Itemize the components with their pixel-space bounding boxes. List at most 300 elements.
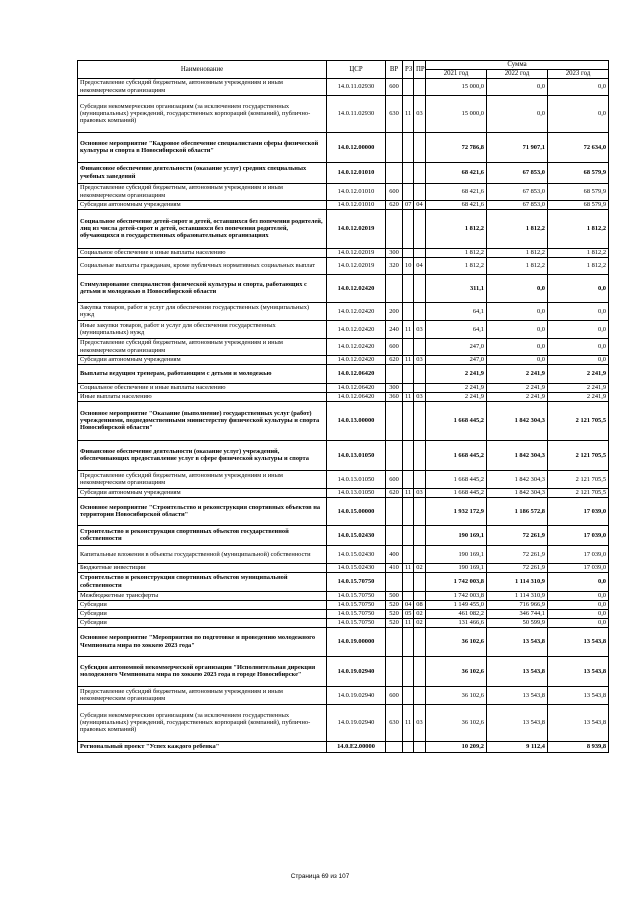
cell-2022: 346 744,1: [487, 609, 548, 618]
table-row: [78, 600, 609, 609]
cell-2022: 0,0: [487, 95, 548, 132]
cell-vr: 630: [386, 95, 403, 132]
cell-pr: [414, 78, 426, 95]
cell-2021: 64,1: [426, 320, 487, 338]
cell-csr: 14.0.12.00000: [327, 132, 386, 162]
cell-name: Выплаты ведущим тренерам, работающим с детьми и молодежью: [78, 364, 327, 383]
table-row: [78, 656, 609, 686]
cell-2023: 17 039,0: [548, 545, 609, 563]
col-header-year-2023: 2023 год: [548, 69, 609, 78]
cell-2021: 1 812,2: [426, 209, 487, 248]
cell-csr: 14.0.15.70750: [327, 609, 386, 618]
table-row: [78, 591, 609, 600]
cell-2021: 1 668 445,2: [426, 440, 487, 470]
cell-2021: 10 209,2: [426, 741, 487, 752]
cell-name: Предоставление субсидий бюджетным, автономным учреждениям и иным некоммерческим организациям: [78, 338, 327, 355]
cell-2022: 2 241,9: [487, 364, 548, 383]
cell-csr: 14.0.11.02930: [327, 95, 386, 132]
cell-2022: 1 812,2: [487, 209, 548, 248]
cell-2021: 190 169,1: [426, 545, 487, 563]
cell-name: Стимулирование специалистов физической культуры и спорта, работающих с детьми и молодежью в Новосибирской области: [78, 274, 327, 302]
cell-name: Предоставление субсидий бюджетным, автономным учреждениям и иным некоммерческим организациям: [78, 686, 327, 704]
cell-2022: 0,0: [487, 320, 548, 338]
cell-vr: 630: [386, 704, 403, 741]
cell-name: Субсидии автономным учреждениям: [78, 488, 327, 497]
cell-2021: 1 742 003,8: [426, 572, 487, 591]
table-row: [78, 200, 609, 209]
cell-2022: 1 186 572,8: [487, 497, 548, 525]
cell-name: Предоставление субсидий бюджетным, автономным учреждениям и иным некоммерческим организациям: [78, 183, 327, 200]
cell-csr: 14.0.12.01010: [327, 200, 386, 209]
cell-vr: [386, 274, 403, 302]
cell-vr: 600: [386, 686, 403, 704]
cell-2022: 1 842 304,3: [487, 440, 548, 470]
cell-csr: 14.0.13.00000: [327, 401, 386, 440]
cell-vr: 240: [386, 320, 403, 338]
cell-pr: [414, 338, 426, 355]
cell-csr: 14.0.13.01050: [327, 440, 386, 470]
cell-csr: 14.0.15.02430: [327, 525, 386, 545]
table-row: [78, 618, 609, 627]
cell-vr: [386, 741, 403, 752]
cell-2022: 72 261,9: [487, 545, 548, 563]
cell-rz: [403, 401, 414, 440]
cell-rz: [403, 78, 414, 95]
cell-2022: 0,0: [487, 274, 548, 302]
cell-vr: [386, 162, 403, 183]
table-body: [78, 78, 609, 752]
cell-csr: 14.0.15.70750: [327, 600, 386, 609]
cell-vr: 400: [386, 545, 403, 563]
cell-name: Социальное обеспечение и иные выплаты населению: [78, 248, 327, 257]
cell-csr: 14.0.12.06420: [327, 392, 386, 401]
cell-2022: 9 112,4: [487, 741, 548, 752]
cell-csr: 14.0.19.02940: [327, 656, 386, 686]
cell-csr: 14.0.13.01050: [327, 488, 386, 497]
table-row: [78, 248, 609, 257]
cell-csr: 14.0.12.06420: [327, 364, 386, 383]
cell-pr: [414, 525, 426, 545]
cell-2023: 2 121 705,5: [548, 488, 609, 497]
cell-2022: 2 241,9: [487, 383, 548, 392]
cell-pr: [414, 686, 426, 704]
cell-rz: [403, 497, 414, 525]
cell-2023: 17 039,0: [548, 563, 609, 572]
cell-2022: 67 853,0: [487, 162, 548, 183]
cell-rz: [403, 132, 414, 162]
cell-name: Предоставление субсидий бюджетным, автономным учреждениям и иным некоммерческим организациям: [78, 78, 327, 95]
cell-rz: [403, 686, 414, 704]
table-row: [78, 497, 609, 525]
cell-2022: 1 812,2: [487, 257, 548, 274]
cell-2021: 1 149 455,0: [426, 600, 487, 609]
cell-name: Иные выплаты населению: [78, 392, 327, 401]
cell-2023: 0,0: [548, 78, 609, 95]
cell-2022: 0,0: [487, 302, 548, 320]
cell-csr: 14.0.12.06420: [327, 383, 386, 392]
cell-name: Финансовое обеспечение деятельности (оказание услуг) средних специальных учебных заведений: [78, 162, 327, 183]
cell-pr: [414, 183, 426, 200]
table-row: [78, 355, 609, 364]
table-row: [78, 440, 609, 470]
cell-2022: 50 599,9: [487, 618, 548, 627]
budget-table-sheet: [77, 60, 608, 753]
col-header-vr: ВР: [386, 61, 403, 79]
cell-name: Субсидии: [78, 600, 327, 609]
cell-2021: 190 169,1: [426, 525, 487, 545]
cell-2021: 2 241,9: [426, 383, 487, 392]
cell-rz: [403, 162, 414, 183]
cell-pr: [414, 440, 426, 470]
cell-pr: 02: [414, 609, 426, 618]
table-row: [78, 274, 609, 302]
table-row: [78, 162, 609, 183]
cell-vr: 520: [386, 609, 403, 618]
col-header-year-2022: 2022 год: [487, 69, 548, 78]
cell-rz: 11: [403, 488, 414, 497]
cell-name: Субсидии: [78, 609, 327, 618]
cell-vr: 600: [386, 338, 403, 355]
cell-vr: [386, 209, 403, 248]
cell-2023: 13 543,8: [548, 704, 609, 741]
cell-name: Строительство и реконструкция спортивных объектов государственной собственности: [78, 525, 327, 545]
table-row: [78, 302, 609, 320]
cell-2023: 0,0: [548, 320, 609, 338]
cell-2023: 17 039,0: [548, 525, 609, 545]
cell-name: Межбюджетные трансферты: [78, 591, 327, 600]
cell-2023: 0,0: [548, 355, 609, 364]
cell-name: Закупка товаров, работ и услуг для обеспечения государственных (муниципальных) нужд: [78, 302, 327, 320]
cell-2021: 247,0: [426, 355, 487, 364]
cell-rz: 11: [403, 618, 414, 627]
cell-2023: 1 812,2: [548, 248, 609, 257]
cell-2023: 13 543,8: [548, 686, 609, 704]
cell-vr: 620: [386, 488, 403, 497]
cell-name: Региональный проект "Успех каждого ребенка": [78, 741, 327, 752]
cell-name: Основное мероприятие "Оказание (выполнение) государственных услуг (работ) учреждениями, подведомственными министерству физической культуры и спорта Новосибирской области": [78, 401, 327, 440]
table-row: [78, 525, 609, 545]
cell-pr: [414, 656, 426, 686]
cell-csr: 14.0.12.02420: [327, 302, 386, 320]
cell-rz: 11: [403, 563, 414, 572]
cell-pr: [414, 302, 426, 320]
cell-2021: 1 742 003,8: [426, 591, 487, 600]
cell-2022: 1 114 310,9: [487, 572, 548, 591]
cell-name: Основное мероприятие "Строительство и реконструкция спортивных объектов на территории Новосибирской области": [78, 497, 327, 525]
cell-2021: 36 102,6: [426, 627, 487, 656]
cell-pr: 04: [414, 257, 426, 274]
cell-2023: 0,0: [548, 591, 609, 600]
cell-2021: 190 169,1: [426, 563, 487, 572]
cell-2022: 0,0: [487, 338, 548, 355]
cell-2023: 0,0: [548, 302, 609, 320]
cell-2021: 311,1: [426, 274, 487, 302]
cell-pr: [414, 132, 426, 162]
cell-pr: [414, 274, 426, 302]
cell-vr: 300: [386, 383, 403, 392]
cell-2022: 13 543,8: [487, 686, 548, 704]
col-header-rz: РЗ: [403, 61, 414, 79]
cell-rz: [403, 545, 414, 563]
table-row: [78, 383, 609, 392]
cell-name: Субсидии некоммерческим организациям (за исключением государственных (муниципальных) учреждений, государственных корпораций (компаний), публично-правовых компаний): [78, 95, 327, 132]
cell-rz: [403, 591, 414, 600]
table-row: [78, 338, 609, 355]
cell-rz: [403, 627, 414, 656]
cell-name: Предоставление субсидий бюджетным, автономным учреждениям и иным некоммерческим организациям: [78, 470, 327, 488]
table-row: [78, 704, 609, 741]
cell-pr: 03: [414, 95, 426, 132]
cell-2021: 2 241,9: [426, 392, 487, 401]
cell-2021: 461 082,2: [426, 609, 487, 618]
cell-pr: 03: [414, 392, 426, 401]
cell-2021: 36 102,6: [426, 656, 487, 686]
cell-csr: 14.0.12.01010: [327, 162, 386, 183]
cell-vr: [386, 132, 403, 162]
cell-csr: 14.0.12.02019: [327, 248, 386, 257]
cell-pr: 03: [414, 355, 426, 364]
cell-name: Капитальные вложения в объекты государственной (муниципальной) собственности: [78, 545, 327, 563]
cell-pr: [414, 591, 426, 600]
col-header-year-2021: 2021 год: [426, 69, 487, 78]
cell-pr: [414, 470, 426, 488]
cell-name: Социальное обеспечение и иные выплаты населению: [78, 383, 327, 392]
cell-rz: [403, 338, 414, 355]
cell-rz: [403, 470, 414, 488]
cell-vr: 620: [386, 355, 403, 364]
col-header-sum: Сумма: [426, 61, 609, 70]
cell-name: Субсидия автономной некоммерческой организации "Исполнительная дирекция молодежного Чемпионата мира по хоккею 2023 года в городе Новосибирске": [78, 656, 327, 686]
cell-csr: 14.0.12.01010: [327, 183, 386, 200]
cell-pr: 03: [414, 488, 426, 497]
cell-vr: 620: [386, 200, 403, 209]
cell-2023: 0,0: [548, 338, 609, 355]
cell-pr: 04: [414, 200, 426, 209]
cell-2023: 0,0: [548, 618, 609, 627]
cell-2021: 64,1: [426, 302, 487, 320]
cell-csr: 14.0.11.02930: [327, 78, 386, 95]
cell-vr: [386, 497, 403, 525]
cell-2022: 2 241,9: [487, 392, 548, 401]
cell-2023: 68 579,9: [548, 200, 609, 209]
cell-name: Социальное обеспечение детей-сирот и детей, оставшихся без попечения родителей, лиц из числа детей-сирот и детей, оставшихся без попечения родителей, обучающихся в государственных образовательных организациях: [78, 209, 327, 248]
cell-csr: 14.0.19.00000: [327, 627, 386, 656]
cell-2022: 72 261,9: [487, 563, 548, 572]
cell-rz: [403, 572, 414, 591]
cell-csr: 14.0.12.02019: [327, 257, 386, 274]
cell-2023: 0,0: [548, 274, 609, 302]
table-row: [78, 627, 609, 656]
cell-vr: [386, 656, 403, 686]
table-row: [78, 563, 609, 572]
cell-2023: 68 579,9: [548, 183, 609, 200]
col-header-name: Наименование: [78, 61, 327, 79]
cell-2023: 17 039,0: [548, 497, 609, 525]
cell-vr: [386, 627, 403, 656]
cell-2021: 131 466,6: [426, 618, 487, 627]
cell-rz: [403, 364, 414, 383]
cell-name: Строительство и реконструкция спортивных объектов муниципальной собственности: [78, 572, 327, 591]
cell-name: Социальные выплаты гражданам, кроме публичных нормативных социальных выплат: [78, 257, 327, 274]
cell-rz: 10: [403, 257, 414, 274]
cell-2023: 0,0: [548, 600, 609, 609]
cell-rz: 07: [403, 200, 414, 209]
cell-csr: 14.0.12.02420: [327, 320, 386, 338]
cell-pr: [414, 545, 426, 563]
cell-rz: [403, 656, 414, 686]
cell-pr: [414, 741, 426, 752]
page-number: Страница 69 из 107: [290, 873, 350, 880]
cell-rz: 05: [403, 609, 414, 618]
table-row: [78, 183, 609, 200]
cell-csr: 14.0.15.00000: [327, 497, 386, 525]
cell-2021: 36 102,6: [426, 686, 487, 704]
cell-vr: 600: [386, 183, 403, 200]
cell-rz: [403, 741, 414, 752]
table-row: [78, 392, 609, 401]
cell-vr: 520: [386, 618, 403, 627]
cell-vr: 520: [386, 600, 403, 609]
cell-csr: 14.0.15.70750: [327, 618, 386, 627]
cell-name: Субсидии автономным учреждениям: [78, 200, 327, 209]
table-row: [78, 78, 609, 95]
cell-pr: [414, 162, 426, 183]
cell-vr: 320: [386, 257, 403, 274]
table-row: [78, 401, 609, 440]
cell-name: Финансовое обеспечение деятельности (оказание услуг) учреждений, обеспечивающих предоставление услуг в сфере физической культуры и спорта: [78, 440, 327, 470]
cell-pr: [414, 401, 426, 440]
table-row: [78, 95, 609, 132]
cell-rz: 11: [403, 392, 414, 401]
table-row: [78, 488, 609, 497]
cell-csr: 14.0.15.70750: [327, 591, 386, 600]
table-row: [78, 320, 609, 338]
cell-2022: 67 853,0: [487, 200, 548, 209]
cell-vr: 360: [386, 392, 403, 401]
budget-table: [77, 60, 609, 753]
cell-2022: 0,0: [487, 355, 548, 364]
cell-rz: [403, 302, 414, 320]
cell-name: Субсидии некоммерческим организациям (за исключением государственных (муниципальных) учреждений, государственных корпораций (компаний), публично-правовых компаний): [78, 704, 327, 741]
cell-2023: 2 121 705,5: [548, 401, 609, 440]
cell-2021: 15 000,0: [426, 95, 487, 132]
cell-vr: [386, 401, 403, 440]
cell-name: Основное мероприятие "Мероприятия по подготовке и проведению молодежного Чемпионата мира по хоккею 2023 года": [78, 627, 327, 656]
cell-pr: [414, 383, 426, 392]
cell-name: Иные закупки товаров, работ и услуг для обеспечения государственных (муниципальных) нужд: [78, 320, 327, 338]
cell-2022: 72 261,9: [487, 525, 548, 545]
cell-rz: [403, 274, 414, 302]
cell-rz: 11: [403, 355, 414, 364]
cell-csr: 14.0.12.02420: [327, 338, 386, 355]
cell-pr: [414, 627, 426, 656]
cell-2021: 15 000,0: [426, 78, 487, 95]
cell-pr: 03: [414, 320, 426, 338]
cell-csr: 14.0.19.02940: [327, 704, 386, 741]
cell-pr: 02: [414, 563, 426, 572]
cell-vr: 300: [386, 248, 403, 257]
cell-2021: 68 421,6: [426, 200, 487, 209]
cell-2023: 13 543,8: [548, 627, 609, 656]
cell-csr: 14.0.E2.00000: [327, 741, 386, 752]
cell-2023: 0,0: [548, 95, 609, 132]
cell-pr: [414, 248, 426, 257]
cell-name: Бюджетные инвестиции: [78, 563, 327, 572]
cell-2022: 67 853,0: [487, 183, 548, 200]
cell-csr: 14.0.13.01050: [327, 470, 386, 488]
cell-2021: 247,0: [426, 338, 487, 355]
cell-2023: 1 812,2: [548, 209, 609, 248]
cell-vr: [386, 572, 403, 591]
cell-pr: [414, 209, 426, 248]
cell-2021: 1 932 172,9: [426, 497, 487, 525]
cell-2021: 1 668 445,2: [426, 401, 487, 440]
cell-2023: 0,0: [548, 609, 609, 618]
cell-2022: 71 907,1: [487, 132, 548, 162]
cell-csr: 14.0.15.02430: [327, 545, 386, 563]
cell-rz: 11: [403, 704, 414, 741]
col-header-csr: ЦСР: [327, 61, 386, 79]
cell-2022: 1 812,2: [487, 248, 548, 257]
cell-vr: 500: [386, 591, 403, 600]
cell-vr: 200: [386, 302, 403, 320]
col-header-pr: ПР: [414, 61, 426, 79]
table-row: [78, 470, 609, 488]
cell-vr: 600: [386, 78, 403, 95]
cell-2021: 36 102,6: [426, 704, 487, 741]
cell-2022: 1 842 304,3: [487, 401, 548, 440]
cell-csr: 14.0.15.02430: [327, 563, 386, 572]
cell-2021: 1 812,2: [426, 257, 487, 274]
cell-pr: 02: [414, 618, 426, 627]
cell-2022: 13 543,8: [487, 704, 548, 741]
cell-2023: 72 634,0: [548, 132, 609, 162]
cell-2023: 2 121 705,5: [548, 440, 609, 470]
cell-pr: [414, 497, 426, 525]
cell-2021: 2 241,9: [426, 364, 487, 383]
cell-2021: 72 786,8: [426, 132, 487, 162]
table-row: [78, 364, 609, 383]
cell-2021: 68 421,6: [426, 162, 487, 183]
cell-name: Субсидии автономным учреждениям: [78, 355, 327, 364]
cell-2021: 1 668 445,2: [426, 488, 487, 497]
cell-rz: [403, 440, 414, 470]
cell-rz: [403, 248, 414, 257]
cell-2022: 0,0: [487, 78, 548, 95]
cell-2023: 0,0: [548, 572, 609, 591]
cell-rz: [403, 383, 414, 392]
cell-vr: 410: [386, 563, 403, 572]
cell-pr: [414, 572, 426, 591]
cell-rz: [403, 525, 414, 545]
cell-2022: 13 543,8: [487, 656, 548, 686]
cell-csr: 14.0.12.02019: [327, 209, 386, 248]
cell-2023: 68 579,9: [548, 162, 609, 183]
cell-2023: 2 241,9: [548, 392, 609, 401]
cell-pr: 03: [414, 704, 426, 741]
cell-pr: 08: [414, 600, 426, 609]
cell-2023: 2 241,9: [548, 383, 609, 392]
cell-name: Субсидии: [78, 618, 327, 627]
cell-2023: 2 121 705,5: [548, 470, 609, 488]
cell-csr: 14.0.15.70750: [327, 572, 386, 591]
cell-rz: 04: [403, 600, 414, 609]
cell-vr: [386, 440, 403, 470]
table-row: [78, 132, 609, 162]
cell-2023: 8 939,8: [548, 741, 609, 752]
cell-csr: 14.0.19.02940: [327, 686, 386, 704]
cell-2021: 1 668 445,2: [426, 470, 487, 488]
